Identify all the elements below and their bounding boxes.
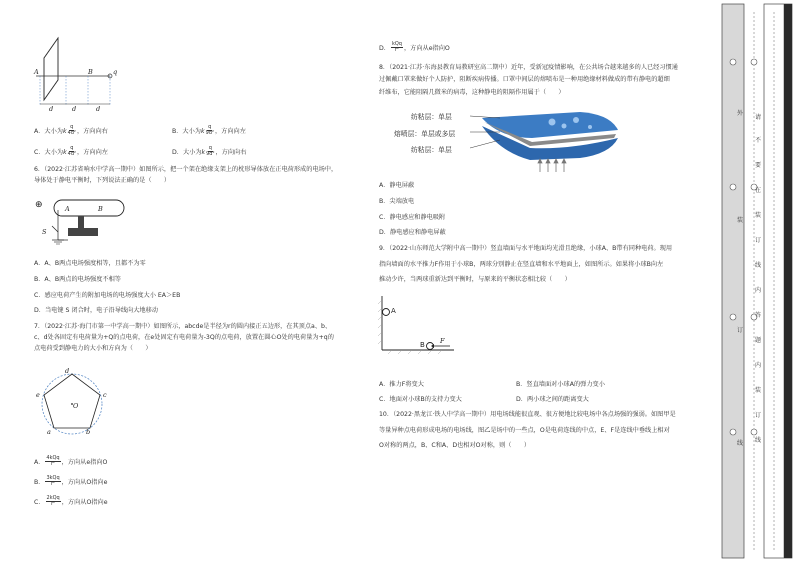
q9-stem-line2: 指向墙面的水平推力F作用于小球B，两球分别静止在竖直墙和水平地面上，如图所示。如果将小球B向左 <box>379 261 664 268</box>
binding-char: 装 <box>755 212 762 219</box>
q9-option-c[interactable]: C．地面对小球B的支持力变大 <box>379 396 462 403</box>
q7-pentagon <box>44 374 100 428</box>
q6-stem-line2: 导体处于静电平衡时，下列说法正确的是（ ） <box>34 177 171 184</box>
q8-option-b[interactable]: B．尖端放电 <box>379 198 415 205</box>
q9-option-b[interactable]: B．竖直墙面对小球A的弹力变小 <box>516 381 605 388</box>
q8-option-c[interactable]: C．静电感应和静电吸附 <box>379 214 446 221</box>
q8-option-a[interactable]: A．静电屏蔽 <box>379 182 415 189</box>
binding-char: 内 <box>755 287 762 294</box>
q6-option-a[interactable]: A．A、B两点电场强度相等，且都不为零 <box>34 260 146 267</box>
binding-char: 线 <box>755 437 762 444</box>
binding-char: 在 <box>755 187 762 194</box>
q9-label-A: A <box>391 307 396 315</box>
binding-char: 答 <box>755 312 762 319</box>
q7-option-c[interactable]: C． $\frac{\text{2kQq}}{\text{r²}}$ ，方向从O指向e <box>34 495 108 508</box>
binding-char: 题 <box>755 337 762 344</box>
binding-char: 外 <box>737 110 744 117</box>
binding-char: 要 <box>755 162 762 169</box>
q5-option-a[interactable]: A．大小为k $\frac{q}{\text{4d²}}$ ，方向向右 <box>34 124 108 137</box>
binding-char: 请 <box>755 114 762 121</box>
q10-stem-line2: 等量异种点电荷形成电场的电场线，图乙是场中的一些点，O是电荷连线的中点，E、F是连线中垂线上相对 <box>379 427 670 434</box>
q7-stem-line1: 7．（2022·江苏·海门市第一中学高一期中）如图所示，abcde是半径为r的圆内接正五边形，在其顶点a、b、 <box>34 323 332 330</box>
q6-label-B: B <box>98 205 103 213</box>
q5-plate <box>44 38 58 100</box>
q7-label-b: b <box>86 428 91 436</box>
q9-label-B: B <box>420 341 425 349</box>
q10-stem-line3: O对称的两点，B、C和A、D也相对O对称，则（ ） <box>379 442 531 449</box>
q5-label-q: q <box>113 68 118 76</box>
q9-stem-line3: 推动少许，当两球重新达到平衡时，与原来的平衡状态相比较（ ） <box>379 276 571 283</box>
q7-stem-line2: c、d处各固定有电荷量为+Q的点电荷，在e处固定有电荷量为-3Q的点电荷，放置在圆心O处的电荷量为+q的 <box>34 334 334 341</box>
q8-stem-line1: 8．（2021·江苏·东海县教育局教研室高二期中）近年，受新冠疫情影响，在公共场合越来越多的人已经习惯通 <box>379 64 678 71</box>
q7-option-d[interactable]: D． $\frac{\text{kQq}}{\text{r²}}$ ，方向从e指向O <box>379 41 450 54</box>
q7-label-a: a <box>47 428 51 436</box>
q8-stem-line2: 过佩戴口罩来做好个人防护，阻断疾病传播。口罩中间层的熔喷布是一种用绝缘材料做成的带有静电的超细 <box>379 76 670 83</box>
q5-label-d3: d <box>96 105 101 113</box>
q6-option-b[interactable]: B．A、B两点的电场强度不相等 <box>34 276 121 283</box>
q8-stem-line3: 纤维布，它能阻隔几微米的病毒，这种静电的阻隔作用属于（ ） <box>379 89 565 96</box>
q6-figure <box>34 196 134 252</box>
q9-stem-line1: 9．（2022·山东师范大学附中高一期中）竖直墙面与水平地面均光滑且绝缘，小球A、B带有同种电荷。现用 <box>379 245 673 252</box>
q8-top-layer <box>482 112 618 138</box>
binding-char: 订 <box>755 412 762 419</box>
q10-stem-line1: 10．（2022·黑龙江·铁人中学高一期中）用电场线能很直观、很方便地比较电场中各点场强的强弱。如图甲是 <box>379 411 676 418</box>
q7-label-O: O <box>73 402 79 410</box>
q5-label-B: B <box>88 68 93 76</box>
q9-label-F: F <box>440 337 445 345</box>
q6-option-c[interactable]: C．感应电荷产生的附加电场的电场强度大小 EA＞EB <box>34 292 181 299</box>
binding-char: 线 <box>755 262 762 269</box>
binding-char: 不 <box>755 137 762 144</box>
q6-label-S: S <box>42 228 47 236</box>
q8-layer-label-top: 纺粘层：单层 <box>411 113 452 121</box>
q6-label-A: A <box>65 205 70 213</box>
q8-layer-label-middle: 熔喷层：单层或多层 <box>394 130 456 138</box>
q7-option-a[interactable]: A． $\frac{\text{4kQq}}{\text{r²}}$ ，方向从e指向O <box>34 455 108 468</box>
q5-option-d[interactable]: D．大小为k $\frac{q}{\text{9d²}}$ ，方向向右 <box>172 145 247 158</box>
q7-stem-line3: 点电荷受到静电力的大小和方向为（ ） <box>34 345 152 352</box>
q5-option-b[interactable]: B．大小为k $\frac{q}{\text{9d²}}$ ，方向向左 <box>172 124 246 137</box>
q5-label-A: A <box>34 68 39 76</box>
q5-option-c[interactable]: C．大小为k $\frac{q}{\text{4d²}}$ ，方向向左 <box>34 145 108 158</box>
q6-option-d[interactable]: D．当电键 S 闭合时，电子沿导线向大地移动 <box>34 307 158 314</box>
q5-label-d1: d <box>49 105 54 113</box>
binding-strip <box>720 2 794 560</box>
binding-char: 装 <box>737 217 744 224</box>
binding-char: 订 <box>755 237 762 244</box>
binding-char: 装 <box>755 387 762 394</box>
q6-switch <box>52 226 58 232</box>
q7-label-d: d <box>65 367 70 375</box>
q6-stem-line1: 6．（2022·江苏省响水中学高一期中）如图所示，把一个架在绝缘支架上的枕形导体放在正电荷形成的电场中， <box>34 166 338 173</box>
q5-figure <box>34 36 124 116</box>
q6-stand <box>78 216 84 228</box>
q8-option-d[interactable]: D．静电感应和静电屏蔽 <box>379 229 446 236</box>
q9-figure <box>376 294 456 356</box>
binding-char: 线 <box>737 440 744 447</box>
binding-char: 订 <box>737 327 744 334</box>
q8-mask-layer-figure <box>460 108 620 174</box>
binding-char: 内 <box>755 362 762 369</box>
q6-positive-charge-icon: ⊕ <box>35 200 43 210</box>
q9-ball-A <box>383 309 390 316</box>
q8-layer-label-bottom: 纺粘层：单层 <box>411 146 452 154</box>
q9-option-d[interactable]: D．两小球之间的距离变大 <box>516 396 589 403</box>
q7-option-b[interactable]: B． $\frac{\text{3kQq}}{\text{r²}}$ ，方向从O指向e <box>34 475 108 488</box>
q5-label-d2: d <box>72 105 77 113</box>
q7-label-c: c <box>103 391 107 399</box>
q9-option-a[interactable]: A．推力F将变大 <box>379 381 424 388</box>
q7-label-e: e <box>36 391 40 399</box>
